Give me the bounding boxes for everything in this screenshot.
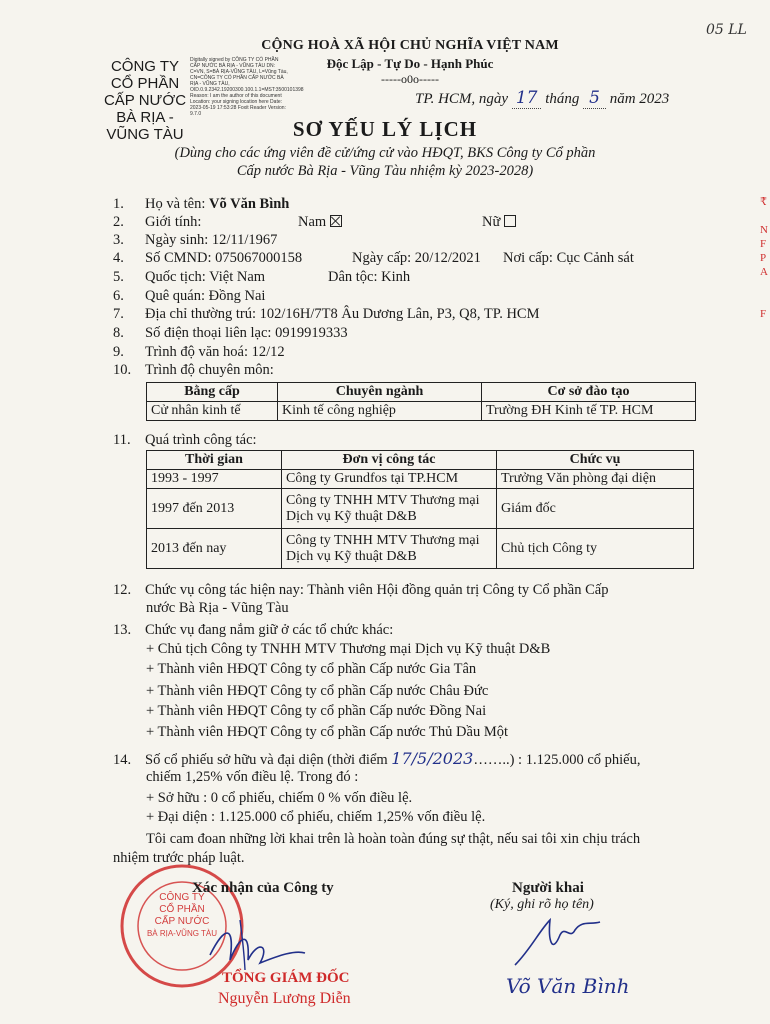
date-prefix: TP. HCM, ngày <box>415 91 509 107</box>
item-number: 4. <box>113 250 124 266</box>
education-table <box>146 382 696 421</box>
table-cell: 1993 - 1997 <box>147 470 282 489</box>
seal-line: BÀ RỊA-VŨNG TÀU <box>146 929 218 938</box>
table-cell: 1997 đến 2013 <box>147 489 282 529</box>
item-address <box>113 305 540 323</box>
table-row <box>147 489 694 529</box>
company-line: CỔ PHẦN <box>110 75 180 92</box>
ceo-name: Nguyễn Lương Diễn <box>218 990 351 1007</box>
item-number: 13. <box>113 622 132 638</box>
item-text-continued: nước Bà Rịa - Vũng Tàu <box>146 600 289 616</box>
date-line <box>415 88 669 108</box>
share-line: + Đại diện : 1.125.000 cổ phiếu, chiếm 1,25% vốn điều lệ. <box>146 809 486 825</box>
nationality: Quốc tịch: Việt Nam <box>145 269 266 285</box>
declarant-signature <box>510 910 620 970</box>
column-header: Bằng cấp <box>147 383 278 402</box>
item-number: 10. <box>113 362 132 378</box>
table-cell: Cử nhân kinh tế <box>147 402 278 421</box>
item-number: 11. <box>113 432 131 448</box>
date-month-label: tháng <box>545 91 580 107</box>
column-header: Thời gian <box>147 451 282 470</box>
company-line: CẤP NƯỚC <box>103 92 187 109</box>
declaration-line: Tôi cam đoan những lời khai trên là hoàn toàn đúng sự thật, nếu sai tôi xin chịu trách <box>146 831 641 847</box>
item-text: Ngày sinh: 12/11/1967 <box>145 232 278 248</box>
item-education <box>113 343 285 361</box>
item-qualification <box>113 361 274 379</box>
item-gender <box>113 213 201 231</box>
table-cell: Công ty Grundfos tại TP.HCM <box>282 470 497 489</box>
item-label: Giới tính: <box>145 214 202 230</box>
item-text: Quá trình công tác: <box>145 432 257 448</box>
item-id <box>113 249 302 267</box>
table-cell: Kinh tế công nghiệp <box>278 402 482 421</box>
item-text: Trình độ văn hoá: 12/12 <box>145 344 285 360</box>
list-item: + Thành viên HĐQT Công ty cổ phần Cấp nước Gia Tân <box>146 661 477 677</box>
list-item: + Thành viên HĐQT Công ty cổ phần Cấp nước Đồng Nai <box>146 703 487 719</box>
list-item: + Thành viên HĐQT Công ty cổ phần Cấp nước Thủ Dầu Một <box>146 724 508 740</box>
seal-line: CÔNG TY <box>159 892 205 903</box>
item-text: Quê quán: Đồng Nai <box>145 288 266 304</box>
table-header-row <box>147 451 694 470</box>
table-row <box>147 529 694 569</box>
ceo-title: TỔNG GIÁM ĐỐC <box>222 970 350 986</box>
item-text: Chức vụ đang nắm giữ ở các tổ chức khác: <box>145 622 394 638</box>
table-cell: Công ty TNHH MTV Thương mại Dịch vụ Kỹ thuật D&B <box>282 489 497 529</box>
list-item: + Thành viên HĐQT Công ty cổ phần Cấp nước Châu Đức <box>146 683 489 699</box>
item-other-positions <box>113 621 393 639</box>
ceo-signature <box>200 915 310 975</box>
table-cell: Chủ tịch Công ty <box>497 529 694 569</box>
declaration-line: nhiệm trước pháp luật. <box>113 850 245 866</box>
subtitle-line: Cấp nước Bà Rịa - Vũng Tàu nhiệm kỳ 2023-2028) <box>236 163 534 179</box>
date-year: năm 2023 <box>609 91 670 107</box>
declarant-note: (Ký, ghi rõ họ tên) <box>490 897 594 912</box>
share-line: + Sở hữu : 0 cổ phiếu, chiếm 0 % vốn điều lệ. <box>146 790 413 806</box>
handwritten-name: Võ Văn Bình <box>506 974 630 998</box>
corner-note: 05 LL <box>706 22 747 38</box>
table-cell: Công ty TNHH MTV Thương mại Dịch vụ Kỹ thuật D&B <box>282 529 497 569</box>
item-number: 12. <box>113 582 132 598</box>
item-number: 2. <box>113 214 124 230</box>
handwritten-date: 17/5/2023 <box>391 749 474 768</box>
digital-signature-text: Digitally signed by CÔNG TY CỔ PHẦN CẤP NƯỚC BÀ RỊA - VŨNG TÀU DN: C=VN, S=BÀ RỊA-VŨNG TÀU, L=Vũng Tàu, CN=CÔNG TY CỔ PHẦN CẤP NƯỚC BÀ RỊA - VŨNG TÀU, OID.0.9.2342.19200300.100.1.1=MST:3500101398 Reason: I am the author of this document Location: your signing location here Date: 2023-05-19 17:53:28 Foxit Reader Version: 9.7.0 <box>190 57 304 117</box>
gender-female-label: Nữ <box>482 214 501 230</box>
checked-box-icon <box>330 215 342 227</box>
unchecked-box-icon <box>504 215 516 227</box>
id-issue-date: Ngày cấp: 20/12/2021 <box>352 250 481 266</box>
item-number: 9. <box>113 344 124 360</box>
item-number: 8. <box>113 325 124 341</box>
company-confirm-heading: Xác nhận của Công ty <box>192 880 334 896</box>
item-number: 14. <box>113 752 132 768</box>
item-work-history <box>113 431 257 449</box>
company-line: VŨNG TÀU <box>106 126 184 143</box>
national-motto: Độc Lập - Tự Do - Hạnh Phúc <box>326 56 494 71</box>
work-table <box>146 450 694 569</box>
company-line: CÔNG TY <box>110 58 180 75</box>
seal-line: CỔ PHẦN <box>159 904 205 915</box>
item-text: ……..) : 1.125.000 cổ phiếu, <box>473 752 641 768</box>
list-item: + Chủ tịch Công ty TNHH MTV Thương mại Dịch vụ Kỹ thuật D&B <box>146 641 551 657</box>
item-text: Địa chỉ thường trú: 102/16H/7T8 Âu Dương Lân, P3, Q8, TP. HCM <box>145 306 540 322</box>
table-cell: Trường ĐH Kinh tế TP. HCM <box>482 402 696 421</box>
table-cell: 2013 đến nay <box>147 529 282 569</box>
table-row <box>147 402 696 421</box>
date-day: 17 <box>512 88 542 109</box>
date-month: 5 <box>583 88 606 109</box>
item-phone <box>113 324 348 342</box>
table-row <box>147 470 694 489</box>
table-cell: Giám đốc <box>497 489 694 529</box>
company-line: BÀ RỊA - <box>116 109 174 126</box>
item-text: Trình độ chuyên môn: <box>145 362 274 378</box>
item-shares <box>113 750 640 769</box>
item-nationality <box>113 268 265 286</box>
table-header-row <box>147 383 696 402</box>
column-header: Chức vụ <box>497 451 694 470</box>
edge-red-marks: ₹ N F P A F <box>760 196 768 320</box>
gender-male <box>298 213 342 231</box>
national-title: CỘNG HOÀ XÃ HỘI CHỦ NGHĨA VIỆT NAM <box>261 38 559 53</box>
item-current-position <box>113 581 608 599</box>
item-number: 5. <box>113 269 124 285</box>
item-name <box>113 195 289 213</box>
item-number: 7. <box>113 306 124 322</box>
item-text: Số cổ phiếu sở hữu và đại diện (thời điểm <box>145 752 388 768</box>
column-header: Đơn vị công tác <box>282 451 497 470</box>
gender-male-label: Nam <box>298 214 327 230</box>
item-birthdate <box>113 231 277 249</box>
document-subtitle <box>150 144 620 180</box>
item-text-continued: chiếm 1,25% vốn điều lệ. Trong đó : <box>146 769 359 785</box>
item-label: Họ và tên: <box>145 196 206 212</box>
column-header: Cơ sở đào tạo <box>482 383 696 402</box>
item-number: 1. <box>113 196 124 212</box>
full-name-value: Võ Văn Bình <box>209 196 290 212</box>
id-number: Số CMND: 075067000158 <box>145 250 303 266</box>
item-text: Số điện thoại liên lạc: 0919919333 <box>145 325 348 341</box>
subtitle-line: (Dùng cho các ứng viên đề cử/ứng cử vào HĐQT, BKS Công ty Cổ phần <box>174 145 596 161</box>
item-number: 6. <box>113 288 124 304</box>
id-issue-place: Nơi cấp: Cục Cảnh sát <box>503 250 634 266</box>
gender-female <box>482 213 516 231</box>
header-divider: -----o0o----- <box>381 72 439 86</box>
item-text: Chức vụ công tác hiện nay: Thành viên Hội đồng quản trị Công ty Cổ phần Cấp <box>145 582 609 598</box>
seal-line: CẤP NƯỚC <box>154 916 210 927</box>
document-title: SƠ YẾU LÝ LỊCH <box>292 117 478 141</box>
declarant-heading: Người khai <box>512 880 584 896</box>
table-cell: Trưởng Văn phòng đại diện <box>497 470 694 489</box>
column-header: Chuyên ngành <box>278 383 482 402</box>
ethnicity: Dân tộc: Kinh <box>328 269 411 285</box>
item-hometown <box>113 287 265 305</box>
item-number: 3. <box>113 232 124 248</box>
